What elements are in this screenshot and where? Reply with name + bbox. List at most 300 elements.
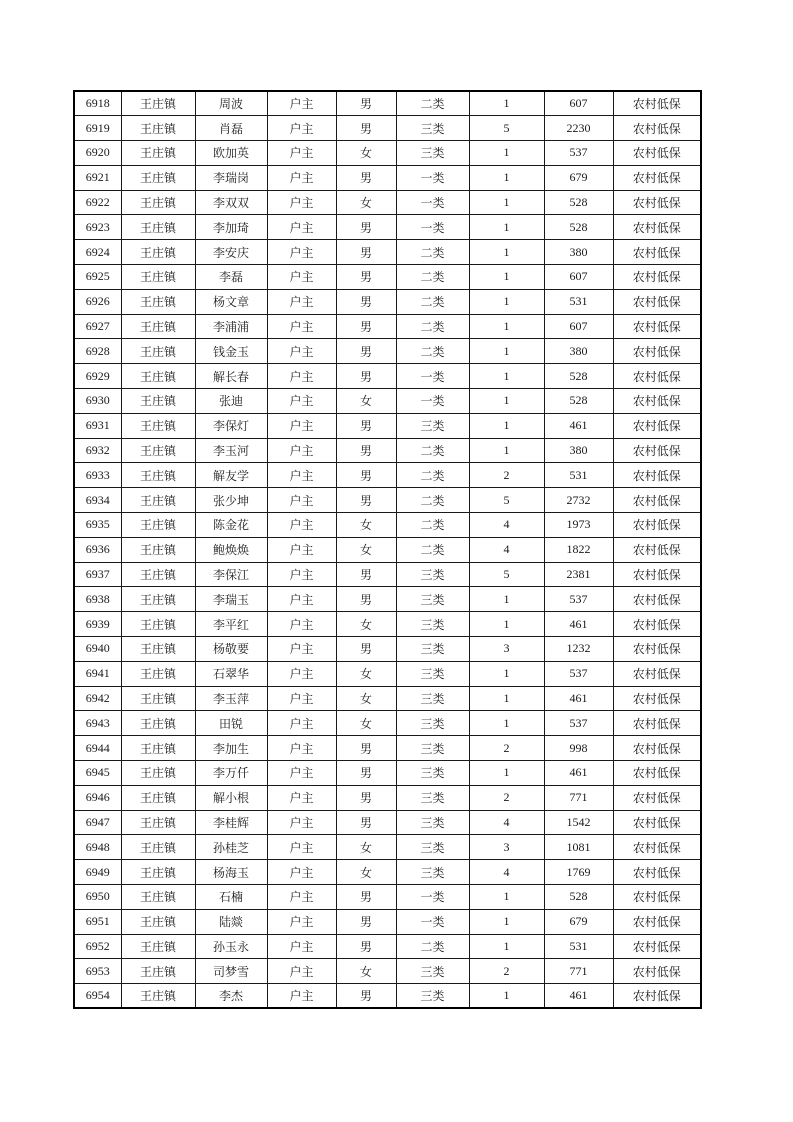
cell-person-name: 周波 xyxy=(195,91,267,116)
cell-household-relation: 户主 xyxy=(267,835,336,860)
cell-gender: 男 xyxy=(336,165,396,190)
cell-amount: 2381 xyxy=(544,562,613,587)
cell-welfare-type: 农村低保 xyxy=(613,562,701,587)
table-row xyxy=(74,612,701,637)
cell-serial-number: 6924 xyxy=(74,240,121,265)
cell-amount: 380 xyxy=(544,240,613,265)
table-row xyxy=(74,91,701,116)
cell-person-name: 解长春 xyxy=(195,364,267,389)
cell-town: 王庄镇 xyxy=(121,909,195,934)
cell-person-name: 解小根 xyxy=(195,785,267,810)
cell-gender: 男 xyxy=(336,91,396,116)
cell-welfare-type: 农村低保 xyxy=(613,587,701,612)
cell-category: 三类 xyxy=(396,984,469,1009)
cell-amount: 1081 xyxy=(544,835,613,860)
cell-person-count: 2 xyxy=(469,736,544,761)
cell-town: 王庄镇 xyxy=(121,289,195,314)
cell-category: 三类 xyxy=(396,587,469,612)
cell-category: 二类 xyxy=(396,240,469,265)
cell-person-name: 肖磊 xyxy=(195,116,267,141)
cell-household-relation: 户主 xyxy=(267,116,336,141)
cell-household-relation: 户主 xyxy=(267,785,336,810)
cell-serial-number: 6951 xyxy=(74,909,121,934)
cell-serial-number: 6928 xyxy=(74,339,121,364)
cell-serial-number: 6927 xyxy=(74,314,121,339)
cell-category: 一类 xyxy=(396,389,469,414)
cell-gender: 男 xyxy=(336,761,396,786)
cell-welfare-type: 农村低保 xyxy=(613,165,701,190)
cell-welfare-type: 农村低保 xyxy=(613,413,701,438)
cell-household-relation: 户主 xyxy=(267,612,336,637)
cell-household-relation: 户主 xyxy=(267,885,336,910)
cell-amount: 380 xyxy=(544,438,613,463)
cell-serial-number: 6948 xyxy=(74,835,121,860)
cell-welfare-type: 农村低保 xyxy=(613,488,701,513)
cell-person-name: 陈金花 xyxy=(195,513,267,538)
cell-household-relation: 户主 xyxy=(267,289,336,314)
cell-person-count: 1 xyxy=(469,215,544,240)
table-row xyxy=(74,438,701,463)
cell-person-count: 4 xyxy=(469,513,544,538)
cell-town: 王庄镇 xyxy=(121,265,195,290)
cell-town: 王庄镇 xyxy=(121,587,195,612)
cell-person-name: 张迪 xyxy=(195,389,267,414)
cell-household-relation: 户主 xyxy=(267,463,336,488)
table-row xyxy=(74,339,701,364)
cell-person-count: 1 xyxy=(469,339,544,364)
cell-person-count: 5 xyxy=(469,488,544,513)
table-row xyxy=(74,513,701,538)
cell-person-name: 鲍焕焕 xyxy=(195,537,267,562)
cell-person-name: 孙桂芝 xyxy=(195,835,267,860)
cell-category: 三类 xyxy=(396,612,469,637)
cell-welfare-type: 农村低保 xyxy=(613,438,701,463)
cell-person-name: 李保灯 xyxy=(195,413,267,438)
cell-person-name: 孙玉永 xyxy=(195,934,267,959)
cell-gender: 男 xyxy=(336,289,396,314)
cell-town: 王庄镇 xyxy=(121,240,195,265)
cell-town: 王庄镇 xyxy=(121,661,195,686)
cell-amount: 679 xyxy=(544,909,613,934)
cell-category: 二类 xyxy=(396,91,469,116)
cell-category: 三类 xyxy=(396,736,469,761)
cell-person-count: 1 xyxy=(469,909,544,934)
cell-town: 王庄镇 xyxy=(121,711,195,736)
cell-person-count: 1 xyxy=(469,314,544,339)
cell-person-count: 1 xyxy=(469,91,544,116)
cell-category: 三类 xyxy=(396,785,469,810)
cell-person-count: 1 xyxy=(469,438,544,463)
cell-gender: 女 xyxy=(336,711,396,736)
cell-serial-number: 6946 xyxy=(74,785,121,810)
cell-gender: 男 xyxy=(336,587,396,612)
cell-serial-number: 6922 xyxy=(74,190,121,215)
cell-category: 三类 xyxy=(396,959,469,984)
cell-person-count: 1 xyxy=(469,934,544,959)
table-row xyxy=(74,934,701,959)
cell-welfare-type: 农村低保 xyxy=(613,637,701,662)
cell-household-relation: 户主 xyxy=(267,860,336,885)
table-row xyxy=(74,860,701,885)
table-row xyxy=(74,488,701,513)
cell-person-count: 1 xyxy=(469,885,544,910)
cell-serial-number: 6940 xyxy=(74,637,121,662)
cell-amount: 531 xyxy=(544,289,613,314)
cell-amount: 771 xyxy=(544,785,613,810)
cell-town: 王庄镇 xyxy=(121,934,195,959)
cell-amount: 461 xyxy=(544,413,613,438)
cell-welfare-type: 农村低保 xyxy=(613,537,701,562)
cell-gender: 男 xyxy=(336,909,396,934)
cell-serial-number: 6949 xyxy=(74,860,121,885)
cell-town: 王庄镇 xyxy=(121,686,195,711)
cell-household-relation: 户主 xyxy=(267,537,336,562)
cell-category: 一类 xyxy=(396,165,469,190)
cell-welfare-type: 农村低保 xyxy=(613,612,701,637)
cell-person-name: 李平红 xyxy=(195,612,267,637)
cell-household-relation: 户主 xyxy=(267,661,336,686)
cell-household-relation: 户主 xyxy=(267,810,336,835)
cell-town: 王庄镇 xyxy=(121,513,195,538)
cell-town: 王庄镇 xyxy=(121,165,195,190)
cell-serial-number: 6952 xyxy=(74,934,121,959)
table-row xyxy=(74,810,701,835)
table-row xyxy=(74,835,701,860)
cell-gender: 男 xyxy=(336,116,396,141)
cell-serial-number: 6942 xyxy=(74,686,121,711)
cell-person-count: 1 xyxy=(469,289,544,314)
cell-person-name: 李桂辉 xyxy=(195,810,267,835)
cell-person-count: 1 xyxy=(469,587,544,612)
cell-amount: 998 xyxy=(544,736,613,761)
cell-person-name: 解友学 xyxy=(195,463,267,488)
cell-serial-number: 6920 xyxy=(74,141,121,166)
cell-amount: 771 xyxy=(544,959,613,984)
cell-person-name: 杨文章 xyxy=(195,289,267,314)
table-row xyxy=(74,736,701,761)
cell-person-count: 5 xyxy=(469,116,544,141)
cell-category: 二类 xyxy=(396,289,469,314)
cell-category: 二类 xyxy=(396,934,469,959)
cell-serial-number: 6923 xyxy=(74,215,121,240)
cell-town: 王庄镇 xyxy=(121,984,195,1009)
cell-person-count: 1 xyxy=(469,389,544,414)
cell-gender: 男 xyxy=(336,810,396,835)
cell-person-count: 1 xyxy=(469,761,544,786)
cell-household-relation: 户主 xyxy=(267,215,336,240)
cell-serial-number: 6944 xyxy=(74,736,121,761)
cell-category: 二类 xyxy=(396,314,469,339)
cell-person-name: 杨敬要 xyxy=(195,637,267,662)
cell-amount: 537 xyxy=(544,661,613,686)
cell-amount: 537 xyxy=(544,711,613,736)
cell-serial-number: 6941 xyxy=(74,661,121,686)
cell-household-relation: 户主 xyxy=(267,413,336,438)
cell-amount: 461 xyxy=(544,984,613,1009)
cell-gender: 男 xyxy=(336,413,396,438)
cell-person-count: 1 xyxy=(469,711,544,736)
cell-person-name: 石楠 xyxy=(195,885,267,910)
cell-household-relation: 户主 xyxy=(267,240,336,265)
cell-town: 王庄镇 xyxy=(121,885,195,910)
cell-gender: 女 xyxy=(336,835,396,860)
cell-person-name: 欧加英 xyxy=(195,141,267,166)
cell-household-relation: 户主 xyxy=(267,488,336,513)
cell-household-relation: 户主 xyxy=(267,364,336,389)
cell-serial-number: 6933 xyxy=(74,463,121,488)
cell-gender: 男 xyxy=(336,463,396,488)
cell-serial-number: 6938 xyxy=(74,587,121,612)
cell-category: 二类 xyxy=(396,463,469,488)
cell-household-relation: 户主 xyxy=(267,909,336,934)
cell-category: 一类 xyxy=(396,190,469,215)
cell-gender: 男 xyxy=(336,785,396,810)
cell-gender: 女 xyxy=(336,686,396,711)
cell-town: 王庄镇 xyxy=(121,761,195,786)
cell-amount: 461 xyxy=(544,761,613,786)
cell-person-count: 1 xyxy=(469,240,544,265)
cell-household-relation: 户主 xyxy=(267,339,336,364)
cell-welfare-type: 农村低保 xyxy=(613,860,701,885)
cell-gender: 男 xyxy=(336,339,396,364)
cell-gender: 女 xyxy=(336,141,396,166)
cell-amount: 537 xyxy=(544,587,613,612)
cell-amount: 461 xyxy=(544,686,613,711)
table-row xyxy=(74,165,701,190)
cell-gender: 男 xyxy=(336,488,396,513)
cell-person-name: 李浦浦 xyxy=(195,314,267,339)
cell-amount: 1822 xyxy=(544,537,613,562)
cell-person-count: 4 xyxy=(469,810,544,835)
cell-person-count: 2 xyxy=(469,785,544,810)
cell-town: 王庄镇 xyxy=(121,141,195,166)
cell-household-relation: 户主 xyxy=(267,934,336,959)
cell-gender: 男 xyxy=(336,637,396,662)
cell-welfare-type: 农村低保 xyxy=(613,959,701,984)
cell-town: 王庄镇 xyxy=(121,314,195,339)
cell-person-name: 李瑞岗 xyxy=(195,165,267,190)
cell-serial-number: 6937 xyxy=(74,562,121,587)
cell-gender: 男 xyxy=(336,265,396,290)
cell-household-relation: 户主 xyxy=(267,190,336,215)
cell-category: 二类 xyxy=(396,513,469,538)
cell-person-count: 3 xyxy=(469,835,544,860)
table-row xyxy=(74,909,701,934)
cell-person-name: 李杰 xyxy=(195,984,267,1009)
table-row xyxy=(74,314,701,339)
cell-amount: 1232 xyxy=(544,637,613,662)
cell-welfare-type: 农村低保 xyxy=(613,984,701,1009)
cell-person-name: 李安庆 xyxy=(195,240,267,265)
cell-gender: 女 xyxy=(336,190,396,215)
cell-person-count: 1 xyxy=(469,265,544,290)
cell-town: 王庄镇 xyxy=(121,562,195,587)
cell-welfare-type: 农村低保 xyxy=(613,190,701,215)
cell-town: 王庄镇 xyxy=(121,612,195,637)
table-row xyxy=(74,463,701,488)
table-row xyxy=(74,389,701,414)
cell-amount: 1542 xyxy=(544,810,613,835)
cell-person-name: 田锐 xyxy=(195,711,267,736)
cell-town: 王庄镇 xyxy=(121,438,195,463)
cell-serial-number: 6945 xyxy=(74,761,121,786)
table-row xyxy=(74,785,701,810)
cell-welfare-type: 农村低保 xyxy=(613,463,701,488)
cell-amount: 607 xyxy=(544,314,613,339)
cell-category: 一类 xyxy=(396,215,469,240)
cell-amount: 537 xyxy=(544,141,613,166)
cell-serial-number: 6919 xyxy=(74,116,121,141)
cell-household-relation: 户主 xyxy=(267,587,336,612)
cell-person-name: 李磊 xyxy=(195,265,267,290)
table-row xyxy=(74,959,701,984)
cell-amount: 1769 xyxy=(544,860,613,885)
cell-household-relation: 户主 xyxy=(267,165,336,190)
cell-person-name: 司梦雪 xyxy=(195,959,267,984)
cell-household-relation: 户主 xyxy=(267,959,336,984)
cell-category: 三类 xyxy=(396,810,469,835)
cell-household-relation: 户主 xyxy=(267,984,336,1009)
table-row xyxy=(74,562,701,587)
cell-serial-number: 6950 xyxy=(74,885,121,910)
cell-serial-number: 6918 xyxy=(74,91,121,116)
cell-amount: 531 xyxy=(544,463,613,488)
cell-town: 王庄镇 xyxy=(121,190,195,215)
cell-person-count: 4 xyxy=(469,537,544,562)
cell-person-name: 李加琦 xyxy=(195,215,267,240)
cell-household-relation: 户主 xyxy=(267,91,336,116)
table-row xyxy=(74,413,701,438)
cell-amount: 380 xyxy=(544,339,613,364)
cell-gender: 女 xyxy=(336,959,396,984)
cell-serial-number: 6936 xyxy=(74,537,121,562)
cell-household-relation: 户主 xyxy=(267,637,336,662)
cell-welfare-type: 农村低保 xyxy=(613,835,701,860)
cell-gender: 男 xyxy=(336,562,396,587)
cell-welfare-type: 农村低保 xyxy=(613,785,701,810)
cell-serial-number: 6929 xyxy=(74,364,121,389)
cell-person-name: 李瑞玉 xyxy=(195,587,267,612)
cell-welfare-type: 农村低保 xyxy=(613,116,701,141)
table-row xyxy=(74,885,701,910)
cell-person-count: 1 xyxy=(469,612,544,637)
cell-gender: 女 xyxy=(336,612,396,637)
cell-town: 王庄镇 xyxy=(121,537,195,562)
cell-household-relation: 户主 xyxy=(267,141,336,166)
cell-town: 王庄镇 xyxy=(121,835,195,860)
cell-category: 三类 xyxy=(396,686,469,711)
cell-person-count: 1 xyxy=(469,364,544,389)
cell-category: 二类 xyxy=(396,488,469,513)
cell-town: 王庄镇 xyxy=(121,810,195,835)
cell-town: 王庄镇 xyxy=(121,959,195,984)
cell-town: 王庄镇 xyxy=(121,389,195,414)
cell-gender: 男 xyxy=(336,934,396,959)
cell-welfare-type: 农村低保 xyxy=(613,339,701,364)
cell-welfare-type: 农村低保 xyxy=(613,810,701,835)
welfare-table xyxy=(73,90,702,1009)
cell-town: 王庄镇 xyxy=(121,339,195,364)
cell-person-count: 1 xyxy=(469,165,544,190)
cell-household-relation: 户主 xyxy=(267,686,336,711)
cell-serial-number: 6934 xyxy=(74,488,121,513)
cell-serial-number: 6939 xyxy=(74,612,121,637)
cell-gender: 男 xyxy=(336,364,396,389)
cell-gender: 女 xyxy=(336,661,396,686)
table-row xyxy=(74,637,701,662)
cell-serial-number: 6953 xyxy=(74,959,121,984)
cell-amount: 528 xyxy=(544,389,613,414)
cell-household-relation: 户主 xyxy=(267,265,336,290)
table-row xyxy=(74,240,701,265)
cell-category: 三类 xyxy=(396,711,469,736)
cell-welfare-type: 农村低保 xyxy=(613,711,701,736)
cell-person-name: 李玉河 xyxy=(195,438,267,463)
cell-category: 三类 xyxy=(396,413,469,438)
cell-serial-number: 6921 xyxy=(74,165,121,190)
cell-person-name: 李玉萍 xyxy=(195,686,267,711)
cell-welfare-type: 农村低保 xyxy=(613,141,701,166)
cell-town: 王庄镇 xyxy=(121,91,195,116)
table-row xyxy=(74,984,701,1009)
cell-category: 三类 xyxy=(396,637,469,662)
cell-serial-number: 6943 xyxy=(74,711,121,736)
cell-serial-number: 6925 xyxy=(74,265,121,290)
cell-category: 二类 xyxy=(396,537,469,562)
cell-town: 王庄镇 xyxy=(121,488,195,513)
cell-amount: 1973 xyxy=(544,513,613,538)
cell-welfare-type: 农村低保 xyxy=(613,215,701,240)
cell-category: 三类 xyxy=(396,116,469,141)
cell-person-name: 李万仟 xyxy=(195,761,267,786)
cell-person-count: 1 xyxy=(469,661,544,686)
cell-welfare-type: 农村低保 xyxy=(613,885,701,910)
cell-amount: 528 xyxy=(544,215,613,240)
table-row xyxy=(74,289,701,314)
cell-welfare-type: 农村低保 xyxy=(613,513,701,538)
cell-welfare-type: 农村低保 xyxy=(613,934,701,959)
cell-person-count: 2 xyxy=(469,463,544,488)
table-row xyxy=(74,141,701,166)
cell-town: 王庄镇 xyxy=(121,116,195,141)
cell-welfare-type: 农村低保 xyxy=(613,91,701,116)
table-row xyxy=(74,587,701,612)
table-row xyxy=(74,686,701,711)
cell-household-relation: 户主 xyxy=(267,736,336,761)
cell-person-count: 5 xyxy=(469,562,544,587)
cell-person-name: 杨海玉 xyxy=(195,860,267,885)
cell-welfare-type: 农村低保 xyxy=(613,265,701,290)
cell-welfare-type: 农村低保 xyxy=(613,289,701,314)
cell-amount: 461 xyxy=(544,612,613,637)
cell-town: 王庄镇 xyxy=(121,463,195,488)
cell-welfare-type: 农村低保 xyxy=(613,314,701,339)
cell-person-count: 1 xyxy=(469,190,544,215)
cell-gender: 女 xyxy=(336,389,396,414)
cell-person-name: 张少坤 xyxy=(195,488,267,513)
cell-person-count: 2 xyxy=(469,959,544,984)
cell-household-relation: 户主 xyxy=(267,513,336,538)
cell-category: 二类 xyxy=(396,438,469,463)
table-row xyxy=(74,537,701,562)
cell-person-count: 1 xyxy=(469,984,544,1009)
cell-household-relation: 户主 xyxy=(267,314,336,339)
cell-category: 一类 xyxy=(396,909,469,934)
cell-town: 王庄镇 xyxy=(121,215,195,240)
cell-town: 王庄镇 xyxy=(121,860,195,885)
cell-town: 王庄镇 xyxy=(121,413,195,438)
cell-amount: 607 xyxy=(544,91,613,116)
